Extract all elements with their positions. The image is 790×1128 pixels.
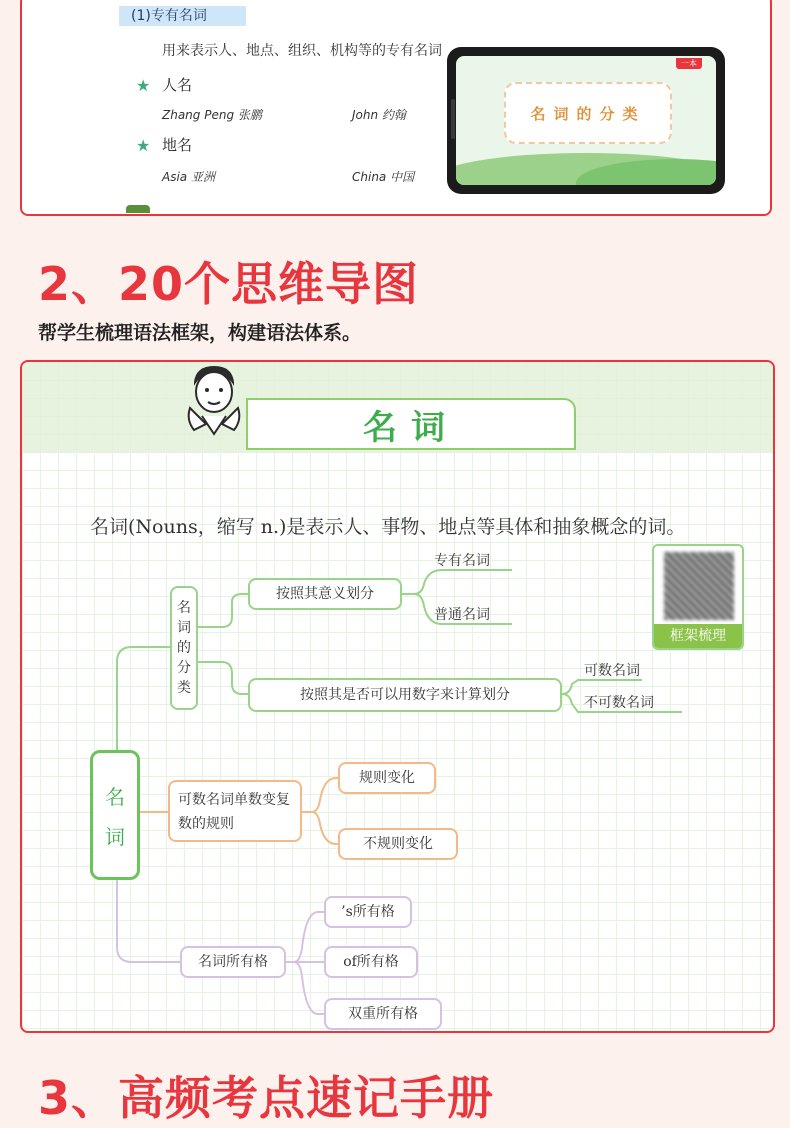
- example-item: Zhang Peng 张鹏: [162, 108, 262, 122]
- section-label: (1)专有名词: [119, 6, 246, 26]
- leaf-common-noun[interactable]: 普通名词: [434, 607, 490, 623]
- page-number-tab: [126, 205, 150, 213]
- category-place: 地名: [162, 136, 193, 154]
- leaf-regular-change[interactable]: 规则变化: [338, 762, 436, 794]
- leaf-s-possessive[interactable]: ’s所有格: [324, 896, 412, 928]
- example-item: Asia 亚洲: [162, 170, 215, 184]
- mindmap-title: 名词: [246, 398, 576, 450]
- section-heading-3: 3、高频考点速记手册: [38, 1071, 495, 1125]
- branch-possessive[interactable]: 名词所有格: [180, 946, 286, 978]
- phone-video-preview[interactable]: [447, 47, 725, 194]
- qr-code-card[interactable]: [652, 544, 744, 650]
- example-item: China 中国: [352, 170, 415, 184]
- phone-title: 名词的分类: [504, 82, 672, 144]
- leaf-irregular-change[interactable]: 不规则变化: [338, 828, 458, 860]
- category-person: 人名: [162, 76, 193, 94]
- example-item: John 约翰: [352, 108, 406, 122]
- qr-label: 框架梳理: [654, 624, 742, 648]
- star-icon: ★: [136, 76, 151, 95]
- root-node[interactable]: [90, 750, 140, 880]
- star-icon: ★: [136, 136, 151, 155]
- node-by-meaning[interactable]: 按照其意义划分: [248, 578, 402, 610]
- leaf-countable-noun[interactable]: 可数名词: [584, 663, 640, 679]
- leaf-of-possessive[interactable]: of所有格: [324, 946, 418, 978]
- intro-text: 名词(Nouns，缩写 n.)是表示人、事物、地点等具体和抽象概念的词。: [90, 516, 686, 538]
- phone-screen: [456, 56, 716, 185]
- node-by-countability[interactable]: 按照其是否可以用数字来计算划分: [248, 678, 562, 712]
- section-subheading-2: 帮学生梳理语法框架，构建语法体系。: [38, 322, 362, 344]
- leaf-uncountable-noun[interactable]: 不可数名词: [584, 695, 654, 711]
- definition-text: 用来表示人、地点、组织、机构等的专有名词: [162, 43, 442, 59]
- qr-code-image: [664, 552, 734, 620]
- phone-camera: [451, 99, 455, 139]
- section-heading-2: 2、20个思维导图: [38, 257, 420, 311]
- leaf-double-possessive[interactable]: 双重所有格: [324, 998, 442, 1030]
- phone-badge: 一本: [676, 58, 702, 69]
- branch-classification[interactable]: [170, 586, 198, 710]
- branch-label: 名词的分类: [177, 600, 191, 696]
- root-node-label: 名词: [105, 785, 125, 849]
- leaf-proper-noun[interactable]: 专有名词: [434, 553, 490, 569]
- branch-plural-rules[interactable]: 可数名词单数变复数的规则: [168, 780, 302, 842]
- mindmap-card: [20, 360, 775, 1033]
